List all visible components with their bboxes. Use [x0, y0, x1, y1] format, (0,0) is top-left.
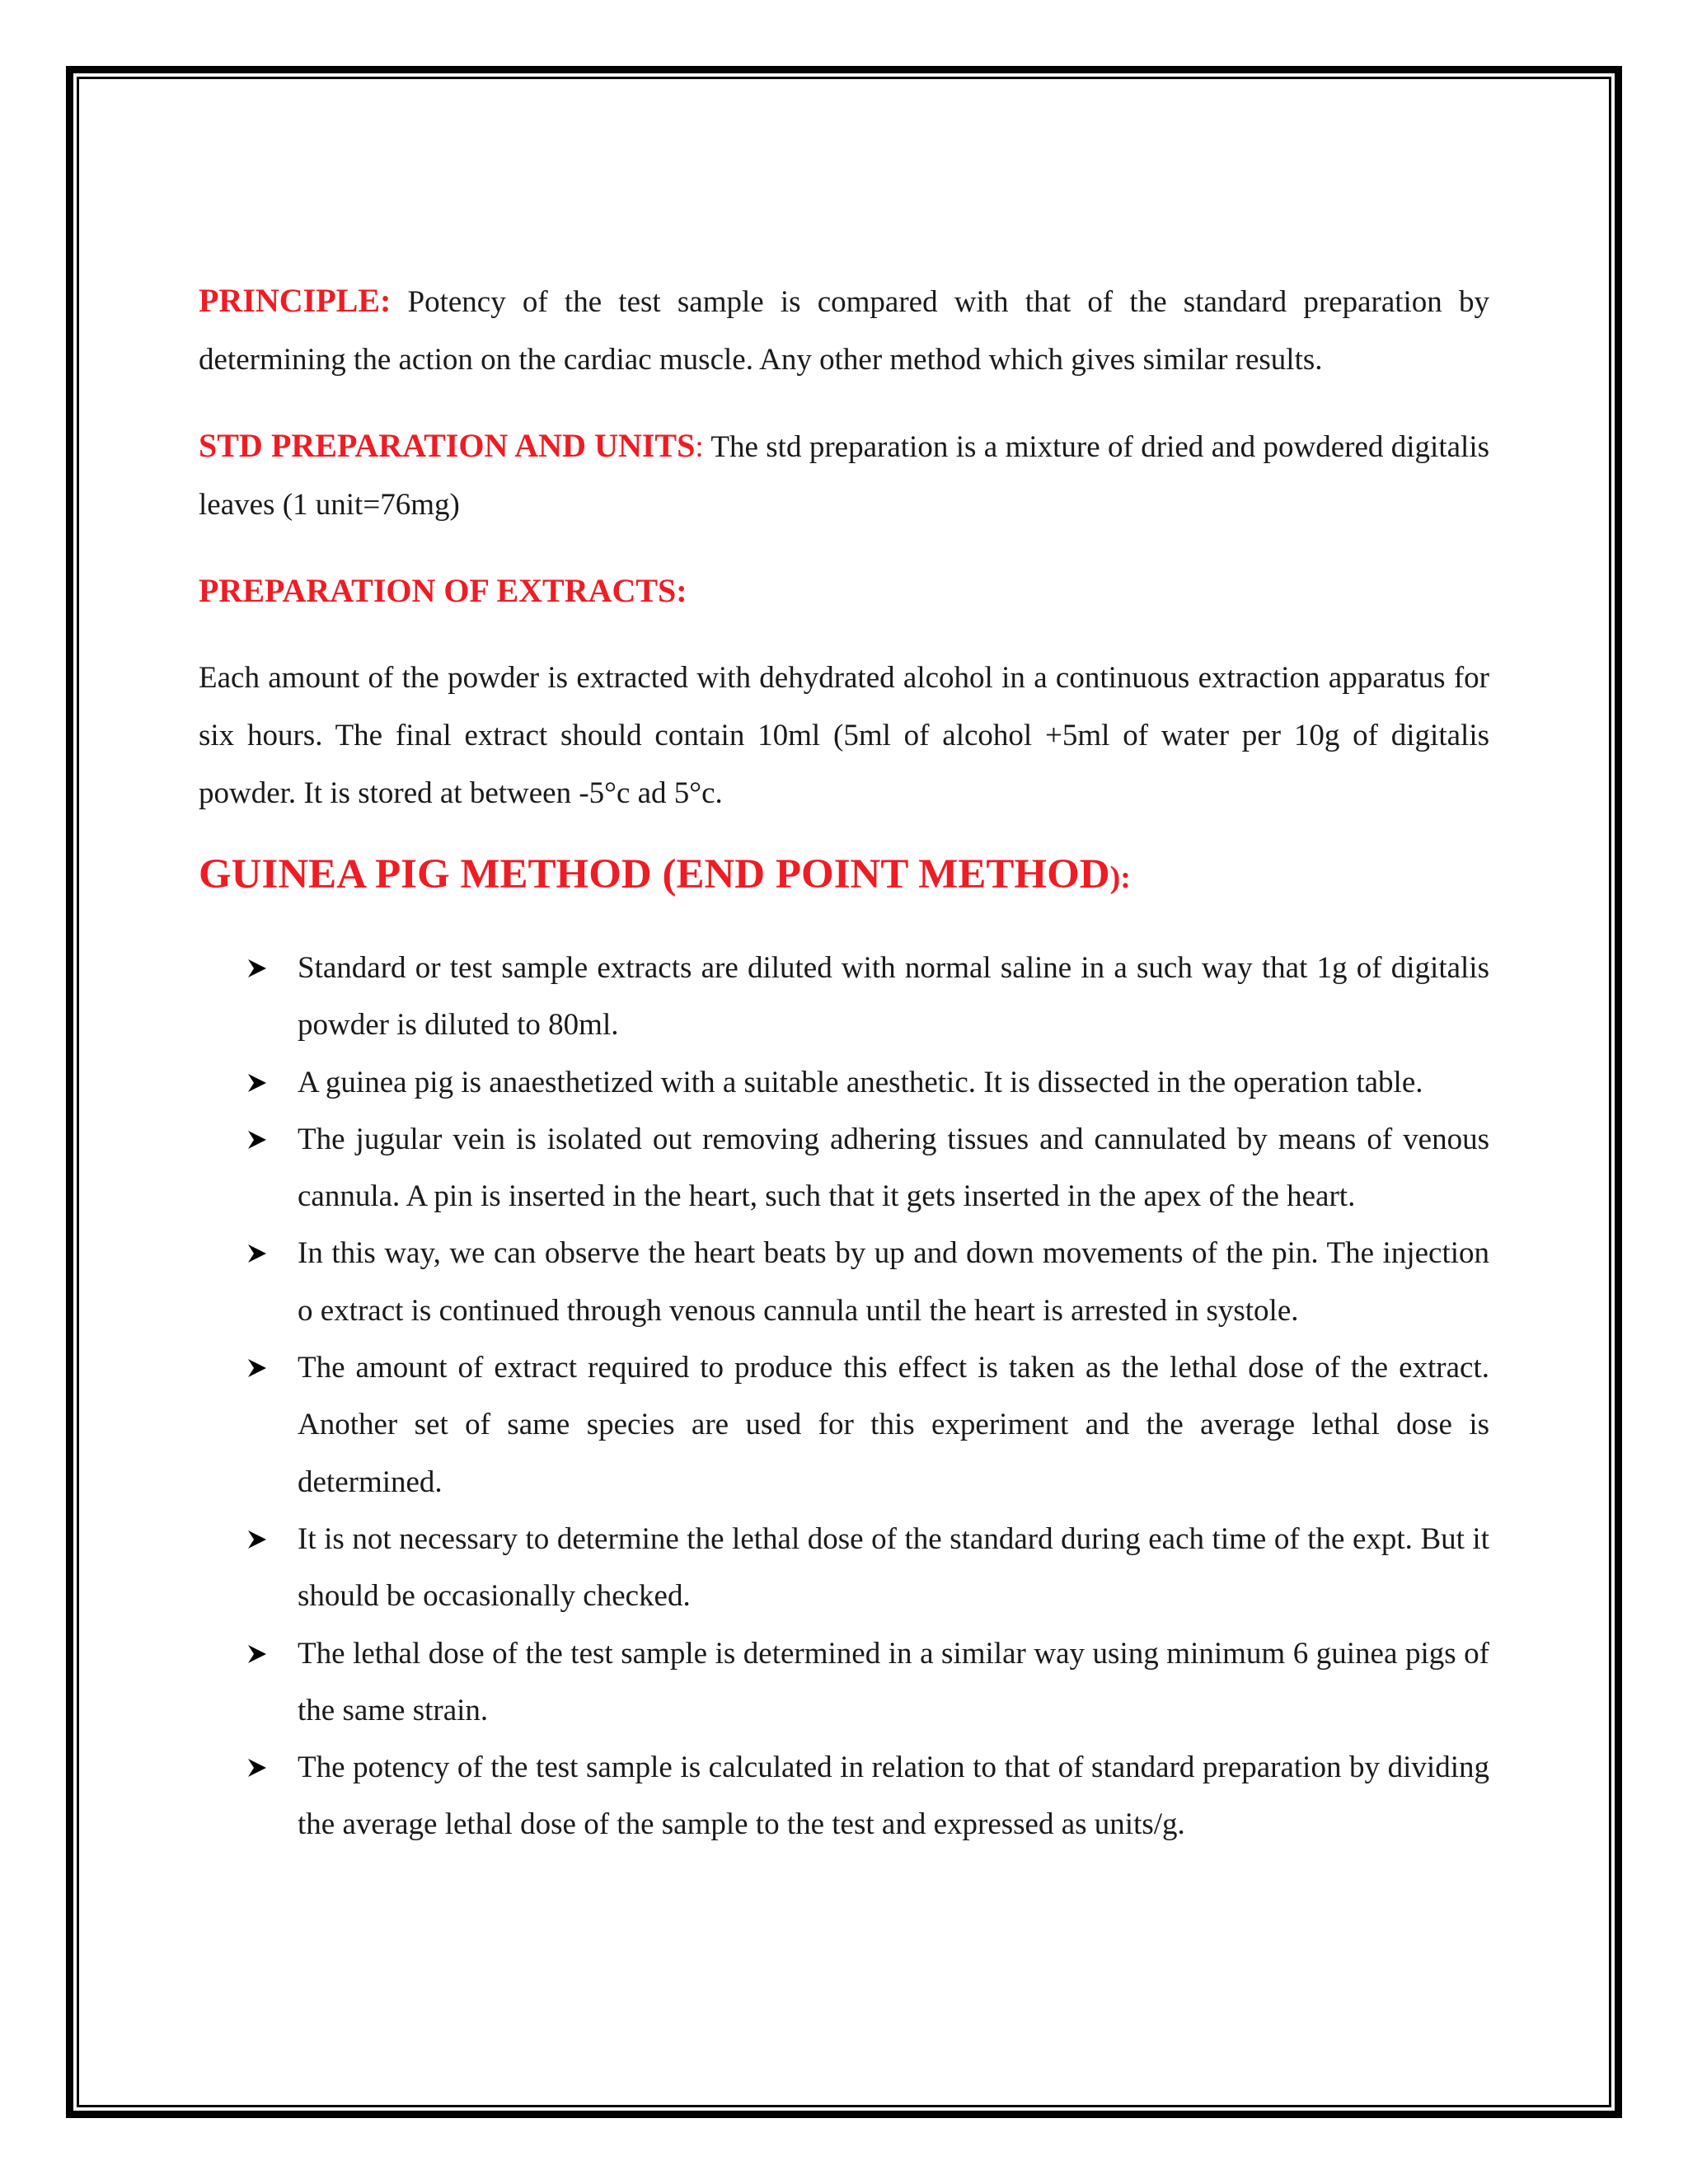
principle-heading: PRINCIPLE: — [199, 282, 392, 319]
principle-text: Potency of the test sample is compared with that of the standard preparation by determining the action on the cardiac muscle. Any other method which gives similar results. — [199, 285, 1489, 377]
list-item-text: A guinea pig is anaesthetized with a suitable anesthetic. It is dissected in the operation table. — [298, 1065, 1423, 1099]
arrow-bullet-icon — [248, 1244, 266, 1263]
arrow-bullet-icon — [248, 1645, 266, 1663]
list-item — [199, 940, 1489, 1054]
std-preparation-heading: STD PREPARATION AND UNITS — [199, 427, 696, 464]
document-content — [199, 272, 1489, 1854]
list-item — [199, 1225, 1489, 1339]
list-item — [199, 1054, 1489, 1111]
arrow-bullet-icon — [248, 1759, 266, 1777]
list-item-text: The amount of extract required to produce this effect is taken as the lethal dose of the extract. Another set of same species are used for this experiment and the average lethal dose is determined. — [298, 1351, 1489, 1499]
list-item — [199, 1511, 1489, 1625]
std-preparation-paragraph — [199, 417, 1489, 534]
list-item-text: It is not necessary to determine the lethal dose of the standard during each time of the expt. But it should be occasionally checked. — [298, 1521, 1489, 1614]
list-item-text: In this way, we can observe the heart beats by up and down movements of the pin. The injection o extract is continued through venous cannula until the heart is arrested in systole. — [298, 1236, 1489, 1328]
list-item-text: The potency of the test sample is calculated in relation to that of standard preparation by dividing the average lethal dose of the sample to the test and expressed as units/g. — [298, 1750, 1489, 1842]
method-heading-tail: ): — [1109, 860, 1131, 895]
arrow-bullet-icon — [248, 959, 266, 977]
principle-paragraph — [199, 272, 1489, 389]
list-item-text: The lethal dose of the test sample is determined in a similar way using minimum 6 guinea pigs of the same strain. — [298, 1636, 1489, 1727]
method-steps-list — [199, 940, 1489, 1854]
extracts-paragraph: Each amount of the powder is extracted with dehydrated alcohol in a continuous extraction apparatus for six hours. The final extract should contain 10ml (5ml of alcohol +5ml of water per 10g of digitalis powder. It is stored at between -5°c ad 5°c. — [199, 661, 1489, 810]
arrow-bullet-icon — [248, 1074, 266, 1092]
list-item — [199, 1339, 1489, 1511]
list-item-text: Standard or test sample extracts are diluted with normal saline in a such way that 1g of digitalis powder is diluted to 80ml. — [298, 951, 1489, 1043]
method-heading-text: GUINEA PIG METHOD (END POINT METHOD — [199, 851, 1110, 898]
arrow-bullet-icon — [248, 1359, 266, 1377]
std-preparation-colon: : — [695, 430, 704, 464]
list-item — [199, 1625, 1489, 1740]
method-heading — [199, 846, 1489, 907]
std-preparation-text: The std preparation is a mixture of dried and powdered digitalis leaves (1 unit=76mg) — [199, 430, 1489, 522]
list-item-text: The jugular vein is isolated out removing adhering tissues and cannulated by means of venous cannula. A pin is inserted in the heart, such that it gets inserted in the apex of the heart. — [298, 1122, 1489, 1214]
arrow-bullet-icon — [248, 1131, 266, 1149]
list-item — [199, 1111, 1489, 1226]
extracts-heading: PREPARATION OF EXTRACTS: — [199, 572, 687, 609]
arrow-bullet-icon — [248, 1530, 266, 1549]
list-item — [199, 1739, 1489, 1854]
